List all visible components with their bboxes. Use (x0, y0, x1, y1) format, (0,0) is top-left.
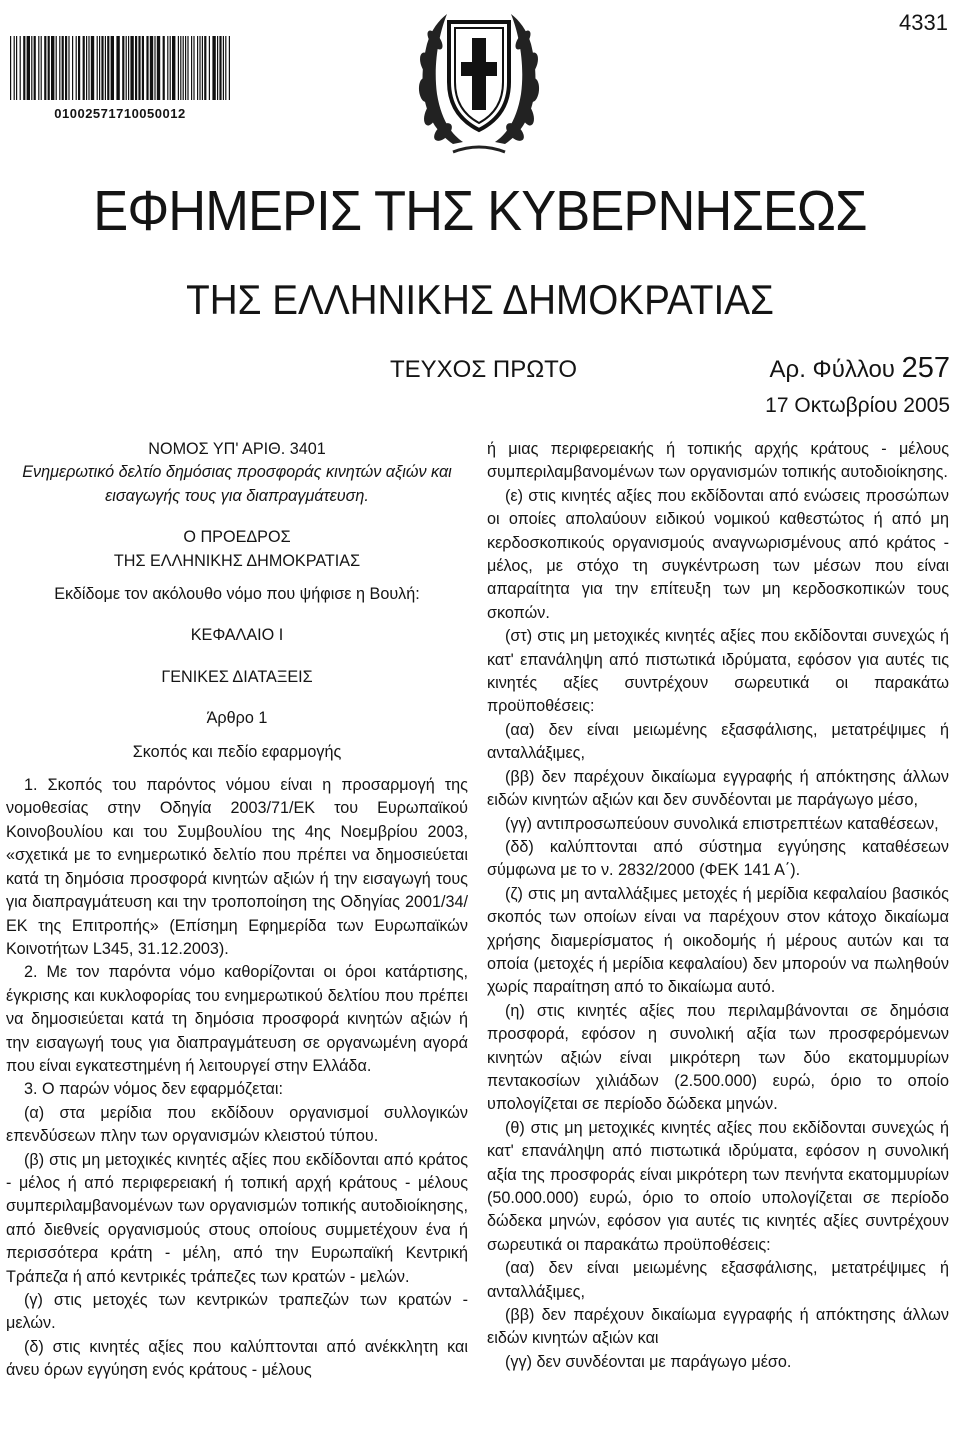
paragraph: 2. Με τον παρόντα νόμο καθορίζονται οι όροι κατάρτισης, έγκρισης και κυκλοφορίας του ενημερωτικού δελτίου που πρέπει να δημοσιεύεται κατά τη δημόσια προσφορά κινητών αξιών ή την εισαγωγή τους για διαπραγμάτευση σε οργανωμένη αγορά που είναι εγκατεστημένη ή λειτουργεί στην Ελλάδα. (6, 963, 468, 1075)
paragraph: (β) στις μη μετοχικές κινητές αξίες που εκδίδονται από κράτος - μέλος ή από περιφερειακή ή τοπική αρχή κράτους - μέλους συμπεριλαμβανομένων των οργανισμών τοπικής αυτοδιοίκησης, από διεθνείς οργανισμούς στους οποίους συμμετέχουν ένα ή περισσότερα κράτη - μέλη, από την Ευρωπαϊκή Κεντρική Τράπεζα ή από κεντρικές τράπεζες των κρατών - μελών. (6, 1150, 468, 1286)
paragraph: (ε) στις κινητές αξίες που εκδίδονται από ενώσεις προσώπων οι οποίες απολαύουν ειδικού νομικού καθεστώτος ή από μη κερδοσκοπικούς οργανισμούς αναγνωρισμένους από κράτος - μέλος, με στόχο τη συγκέντρωση των μέσων που είναι απαραίτητα για την επίτευξη των μη κερδοσκοπικών τους σκοπών. (487, 486, 949, 622)
promulgation: Εκδίδομε τον ακόλουθο νόμο που ψήφισε η Βουλή: (54, 585, 420, 604)
paragraph: (η) στις κινητές αξίες που περιλαμβάνονται σε δημόσια προσφορά, εφόσον η συνολική αξία των προσφερόμενων κινητών αξιών είναι μικρότερη των δύο εκατομμυρίων πεντακοσίων χιλιάδων (2.500.000) ευρώ, όριο το οποίο υπολογίζεται σε περίοδο δώδεκα μηνών. (487, 1001, 949, 1114)
article-title: Σκοπός και πεδίο εφαρμογής (132, 742, 342, 761)
paragraph: ή μιας περιφερειακής ή τοπικής αρχής κράτους - μέλους συμπεριλαμβανομένων των οργανισμών τοπικής αυτοδιοίκησης. (487, 440, 949, 482)
paragraph: 3. Ο παρών νόμος δεν εφαρμόζεται: (24, 1080, 283, 1099)
issue-label: ΤΕΥΧΟΣ ΠΡΩΤΟ (390, 356, 578, 383)
gazette-title: ΕΦΗΜΕΡΙΣ ΤΗΣ ΚΥΒΕΡΝΗΣΕΩΣ (93, 179, 867, 243)
barcode-icon (8, 36, 232, 100)
left-column (6, 438, 468, 1383)
right-column (487, 438, 949, 1374)
president-line-1: Ο ΠΡΟΕΔΡΟΣ (183, 528, 291, 547)
law-number: ΝΟΜΟΣ ΥΠ' ΑΡΙΘ. 3401 (148, 440, 326, 458)
paragraph: (στ) στις μη μετοχικές κινητές αξίες που εκδίδονται συνεχώς ή κατ' επανάληψη από πιστωτικά ιδρύματα, εφόσον για αυτές τις κινητές αξίες συντρέχουν σωρευτικά οι παρακάτω προϋποθέσεις: (487, 627, 949, 716)
article-heading: Άρθρο 1 (206, 709, 268, 728)
paragraph: (γγ) δεν συνδέονται με παράγωγο μέσο. (505, 1352, 792, 1371)
chapter-heading: ΚΕΦΑΛΑΙΟ Ι (190, 626, 284, 645)
gazette-subtitle: ΤΗΣ ΕΛΛΗΝΙΚΗΣ ΔΗΜΟΚΡΑΤΙΑΣ (186, 276, 774, 323)
greek-coat-of-arms-icon (413, 4, 545, 154)
paragraph: (θ) στις μη μετοχικές κινητές αξίες που εκδίδονται συνεχώς ή κατ' επανάληψη από πιστωτικά ιδρύματα, εφόσον η συνολική αξία της προσφοράς είναι μικρότερη των πενήντα εκατομμυρίων (50.000.000) ευρώ, όριο το οποίο υπολογίζεται σε περίοδο δώδεκα μηνών, εφόσον για αυτές τις κινητές αξίες συντρέχουν σωρευτικά οι παρακάτω προϋποθέσεις: (487, 1118, 949, 1254)
paragraph: (δδ) καλύπτονται από σύστημα εγγύησης καταθέσεων σύμφωνα με το ν. 2832/2000 (ΦΕΚ 141 Α΄). (487, 837, 949, 880)
paragraph: (αα) δεν είναι μειωμένης εξασφάλισης, μετατρέψιμες ή ανταλλάξιμες, (487, 720, 949, 763)
chapter-title: ΓΕΝΙΚΕΣ ΔΙΑΤΑΞΕΙΣ (161, 667, 313, 686)
paragraph: (γ) στις μετοχές των κεντρικών τραπεζών των κρατών - μελών. (6, 1291, 468, 1333)
paragraph: (αα) δεν είναι μειωμένης εξασφάλισης, μετατρέψιμες ή ανταλλάξιμες, (487, 1259, 949, 1301)
paragraph: (ζ) στις μη ανταλλάξιμες μετοχές ή μερίδια κεφαλαίου βασικός σκοπός των οποίων είναι να παρέχουν στον κάτοχο δικαίωμα χρήσης διαμερίσματος ή οικοδομής ή μέρους αυτών και τα οποία (μετοχές ή μερίδια κεφαλαίου) δεν μπορούν να πωληθούν χωρίς παραίτηση από το δικαίωμα αυτό. (487, 884, 949, 997)
paragraph: 1. Σκοπός του παρόντος νόμου είναι η προσαρμογή της νομοθεσίας στην Οδηγία 2003/71/ΕΚ του Ευρωπαϊκού Κοινοβουλίου και του Συμβουλίου της 4ης Νοεμβρίου 2003, «σχετικά με το ενημερωτικό δελτίο που πρέπει να δημοσιεύεται κατά τη δημόσια προσφορά κινητών αξιών ή την εισαγωγή τους για διαπραγμάτευση και την τροποποίηση της Οδηγίας 2001/34/ΕΚ της Επιτροπής» (Επίσημη Εφημερίδα των Ευρωπαϊκών Κοινοτήτων L345, 31.12.2003). (6, 776, 468, 958)
sheet-number-label (770, 352, 950, 385)
law-subject: Ενημερωτικό δελτίο δημόσιας προσφοράς κινητών αξιών και εισαγωγής τους για διαπραγμάτευση. (22, 463, 452, 505)
paragraph: (δ) στις κινητές αξίες που καλύπτονται από ανέκκλητη και άνευ όρων εγγύηση ενός κράτους - μέλους (6, 1337, 468, 1380)
page-number: 4331 (899, 10, 948, 35)
issue-date: 17 Οκτωβρίου 2005 (765, 394, 950, 417)
sheet-number: 257 (901, 352, 950, 384)
paragraph: (γγ) αντιπροσωπεύουν συνολικά επιστρεπτέων καταθέσεων, (505, 814, 939, 833)
paragraph: (ββ) δεν παρέχουν δικαίωμα εγγραφής ή απόκτησης άλλων ειδών κινητών αξιών και δεν συνδέονται με παράγωγο μέσο, (487, 767, 949, 810)
paragraph: (α) στα μερίδια που εκδίδουν οργανισμοί συλλογικών επενδύσεων πλην των οργανισμών κλειστού τύπου. (6, 1103, 468, 1146)
paragraph: (ββ) δεν παρέχουν δικαίωμα εγγραφής ή απόκτησης άλλων ειδών κινητών αξιών και (487, 1306, 949, 1348)
president-line-2: ΤΗΣ ΕΛΛΗΝΙΚΗΣ ΔΗΜΟΚΡΑΤΙΑΣ (113, 551, 361, 570)
barcode-number: 01002571710050012 (54, 106, 186, 121)
sheet-label: Αρ. Φύλλου (769, 356, 895, 383)
